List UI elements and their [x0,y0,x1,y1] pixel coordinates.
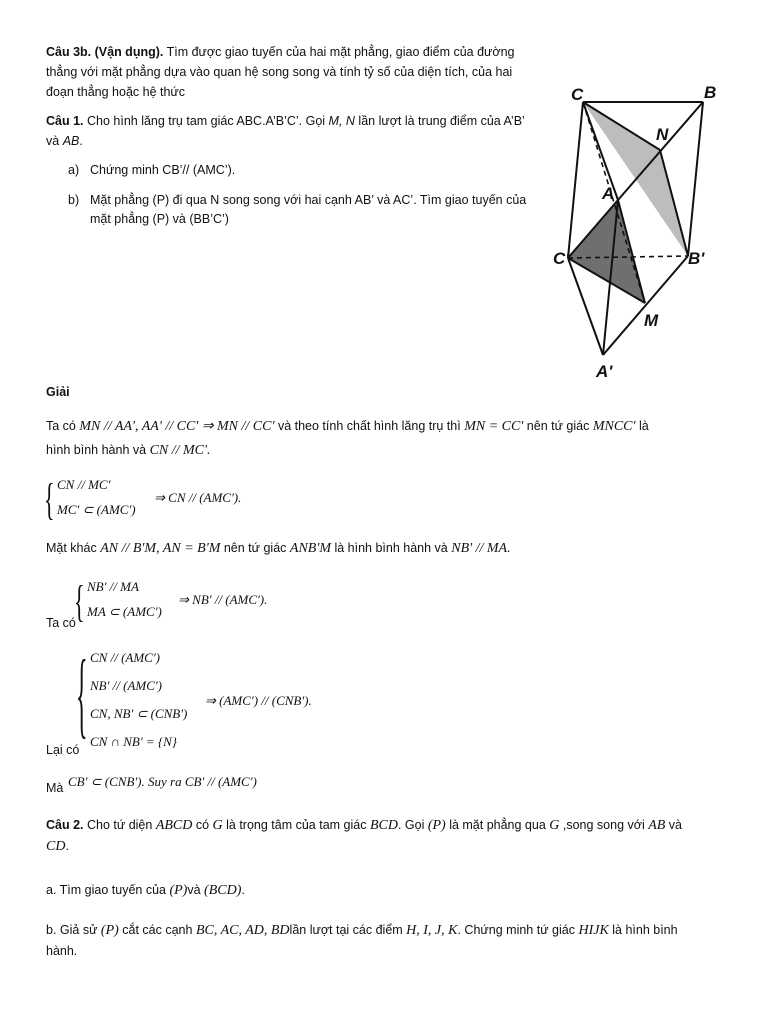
label-m: M [644,311,659,330]
solution-heading: Giải [46,385,70,399]
q2-m2: G [212,818,223,833]
ma-statement: CB' ⊂ (CNB'). Suy ra CB' // (AMC') [68,774,257,789]
q2b-t5: là hình bình [608,923,678,937]
system-3-prefix: Lại có [46,743,80,757]
system-3-row-4: CN ∩ NB' = {N} [90,734,177,749]
q1-text-1: Cho hình lăng trụ tam giác ABC.A’B’C’. Gọi [83,114,329,128]
q1-statement [46,113,525,130]
ma-prefix: Mà [46,781,64,795]
section-desc-2: thẳng với mặt phẳng dựa vào quan hệ song song và tính tỷ số của diện tích, của hai [46,65,513,79]
q2-t4: . Gọi [397,818,428,832]
q2b-m3: H, I, J, K [406,923,458,938]
sol-l1-d: là [635,419,649,433]
q2-t6: ,song song với [559,818,649,832]
system-1-result: ⇒ CN // (AMC'). [154,490,242,505]
q2b-m1: (P) [100,923,119,938]
sol-l1-b: và theo tính chất hình lăng trụ thì [274,419,465,433]
q2-m4: (P) [427,818,446,833]
q2-t5: là mặt phẳng qua [445,818,550,832]
sol-l3-c: là hình bình hành và [331,541,452,555]
q1-statement-2 [46,133,83,150]
q2-t8: . [65,839,69,853]
q1b-label: b) [68,193,80,207]
q2-t1: Cho tứ diện [83,818,156,832]
q2-m7: CD [46,839,66,854]
prism-figure [548,78,728,383]
q1b-text-1: Mặt phẳng (P) đi qua N song song với hai cạnh AB’ và AC’. Tìm giao tuyến của [90,193,527,207]
q2-label: Câu 2. [46,818,84,832]
q1-points: M, N [328,114,355,128]
system-3-result: ⇒ (AMC') // (CNB'). [205,693,312,708]
q1-text-1b: lần lượt là trung điểm của A’B’ [354,114,525,128]
q2a-m2: (BCD) [204,883,242,898]
sol-l1-math-1: MN // AA', AA' // CC' ⇒ MN // CC' [79,419,275,434]
system-2-brace: { [74,576,85,626]
sol-l2-a: hình bình hành và [46,443,150,457]
label-c: C [571,85,584,104]
system-2-row-2: MA ⊂ (AMC') [87,604,162,619]
q2b-t3: lần lượt tại các điểm [289,923,407,937]
system-2-prefix: Ta có [46,616,76,630]
q2-t3: là trọng tâm của tam giác [222,818,370,832]
q2-statement [46,817,682,834]
system-3-row-3: CN, NB' ⊂ (CNB') [90,706,188,721]
system-2-result: ⇒ NB' // (AMC'). [178,592,268,607]
label-n: N [656,125,669,144]
q2b-t6: hành. [46,944,78,958]
edge-bb1 [688,102,703,256]
system-1-row-1: CN // MC' [57,477,111,492]
q1-ab: AB [62,134,80,148]
sol-l1-math-3: MNCC' [592,419,636,434]
q2-t2: có [192,818,213,832]
solution-line-2 [46,442,211,459]
edge-cc1 [568,102,583,258]
solution-line-1 [46,418,649,435]
label-a: A [602,184,615,203]
q2b-t1: b. Giả sử [46,923,101,937]
sol-l3-b: nên tứ giác [220,541,290,555]
q2a-text: a. Tìm giao tuyến của [46,883,170,897]
system-3-brace: { [76,646,88,750]
system-3-row-2: NB' // (AMC') [90,678,162,693]
q1-label: Câu 1. [46,114,84,128]
q1-text-2b: . [79,134,83,148]
q2-m3: BCD [369,818,398,833]
section-title: Câu 3b. (Vận dụng). [46,45,164,59]
section-desc-1: Tìm được giao tuyến của hai mặt phẳng, giao điểm của đường [163,45,515,59]
q2a-t3: . [241,883,245,897]
q2-m1: ABCD [155,818,193,833]
system-2-row-1: NB' // MA [87,579,139,594]
sol-l1-math-2: MN = CC' [464,419,524,434]
sol-l3-math-3: NB' // MA. [451,541,511,556]
sol-l2-math: CN // MC'. [149,443,211,458]
system-1-row-2: MC' ⊂ (AMC') [57,502,136,517]
q1a-label: a) [68,163,80,177]
q2-m5: G [549,818,560,833]
sol-l1-c: nên tứ giác [523,419,593,433]
q2a-m1: (P) [169,883,188,898]
label-c-prime: C' [553,249,570,268]
q2b [46,922,678,939]
solution-line-3 [46,540,511,557]
q2a [46,882,245,899]
sol-l3-math-2: ANB'M [289,541,331,556]
q1b-text-2: mặt phẳng (P) và (BB’C’) [90,212,229,226]
q2-t7: và [665,818,682,832]
sol-l3-math-1: AN // B'M, AN = B'M [100,541,221,556]
q1-text-2a: và [46,134,63,148]
q2a-t2: và [187,883,205,897]
q1a-text: Chứng minh CB’// (AMC’). [90,163,236,177]
sol-l1-a: Ta có [46,419,80,433]
q2b-t2: cắt các cạnh [118,923,196,937]
label-b-prime: B' [688,249,705,268]
section-header [46,44,546,61]
q2b-m2: BC, AC, AD, BD [195,923,290,938]
label-a-prime: A' [596,362,613,381]
label-b: B [704,83,717,102]
system-3-row-1: CN // (AMC') [90,650,160,665]
q2b-m4: HIJK [578,923,609,938]
q2b-t4: . Chứng minh tứ giác [457,923,579,937]
section-desc-3: đoạn thẳng hoặc hệ thức [46,85,186,99]
system-1-brace: { [44,474,55,524]
q2-statement-2 [46,838,69,855]
sol-l3-a: Mặt khác [46,541,101,555]
q2-m6: AB [648,818,666,833]
